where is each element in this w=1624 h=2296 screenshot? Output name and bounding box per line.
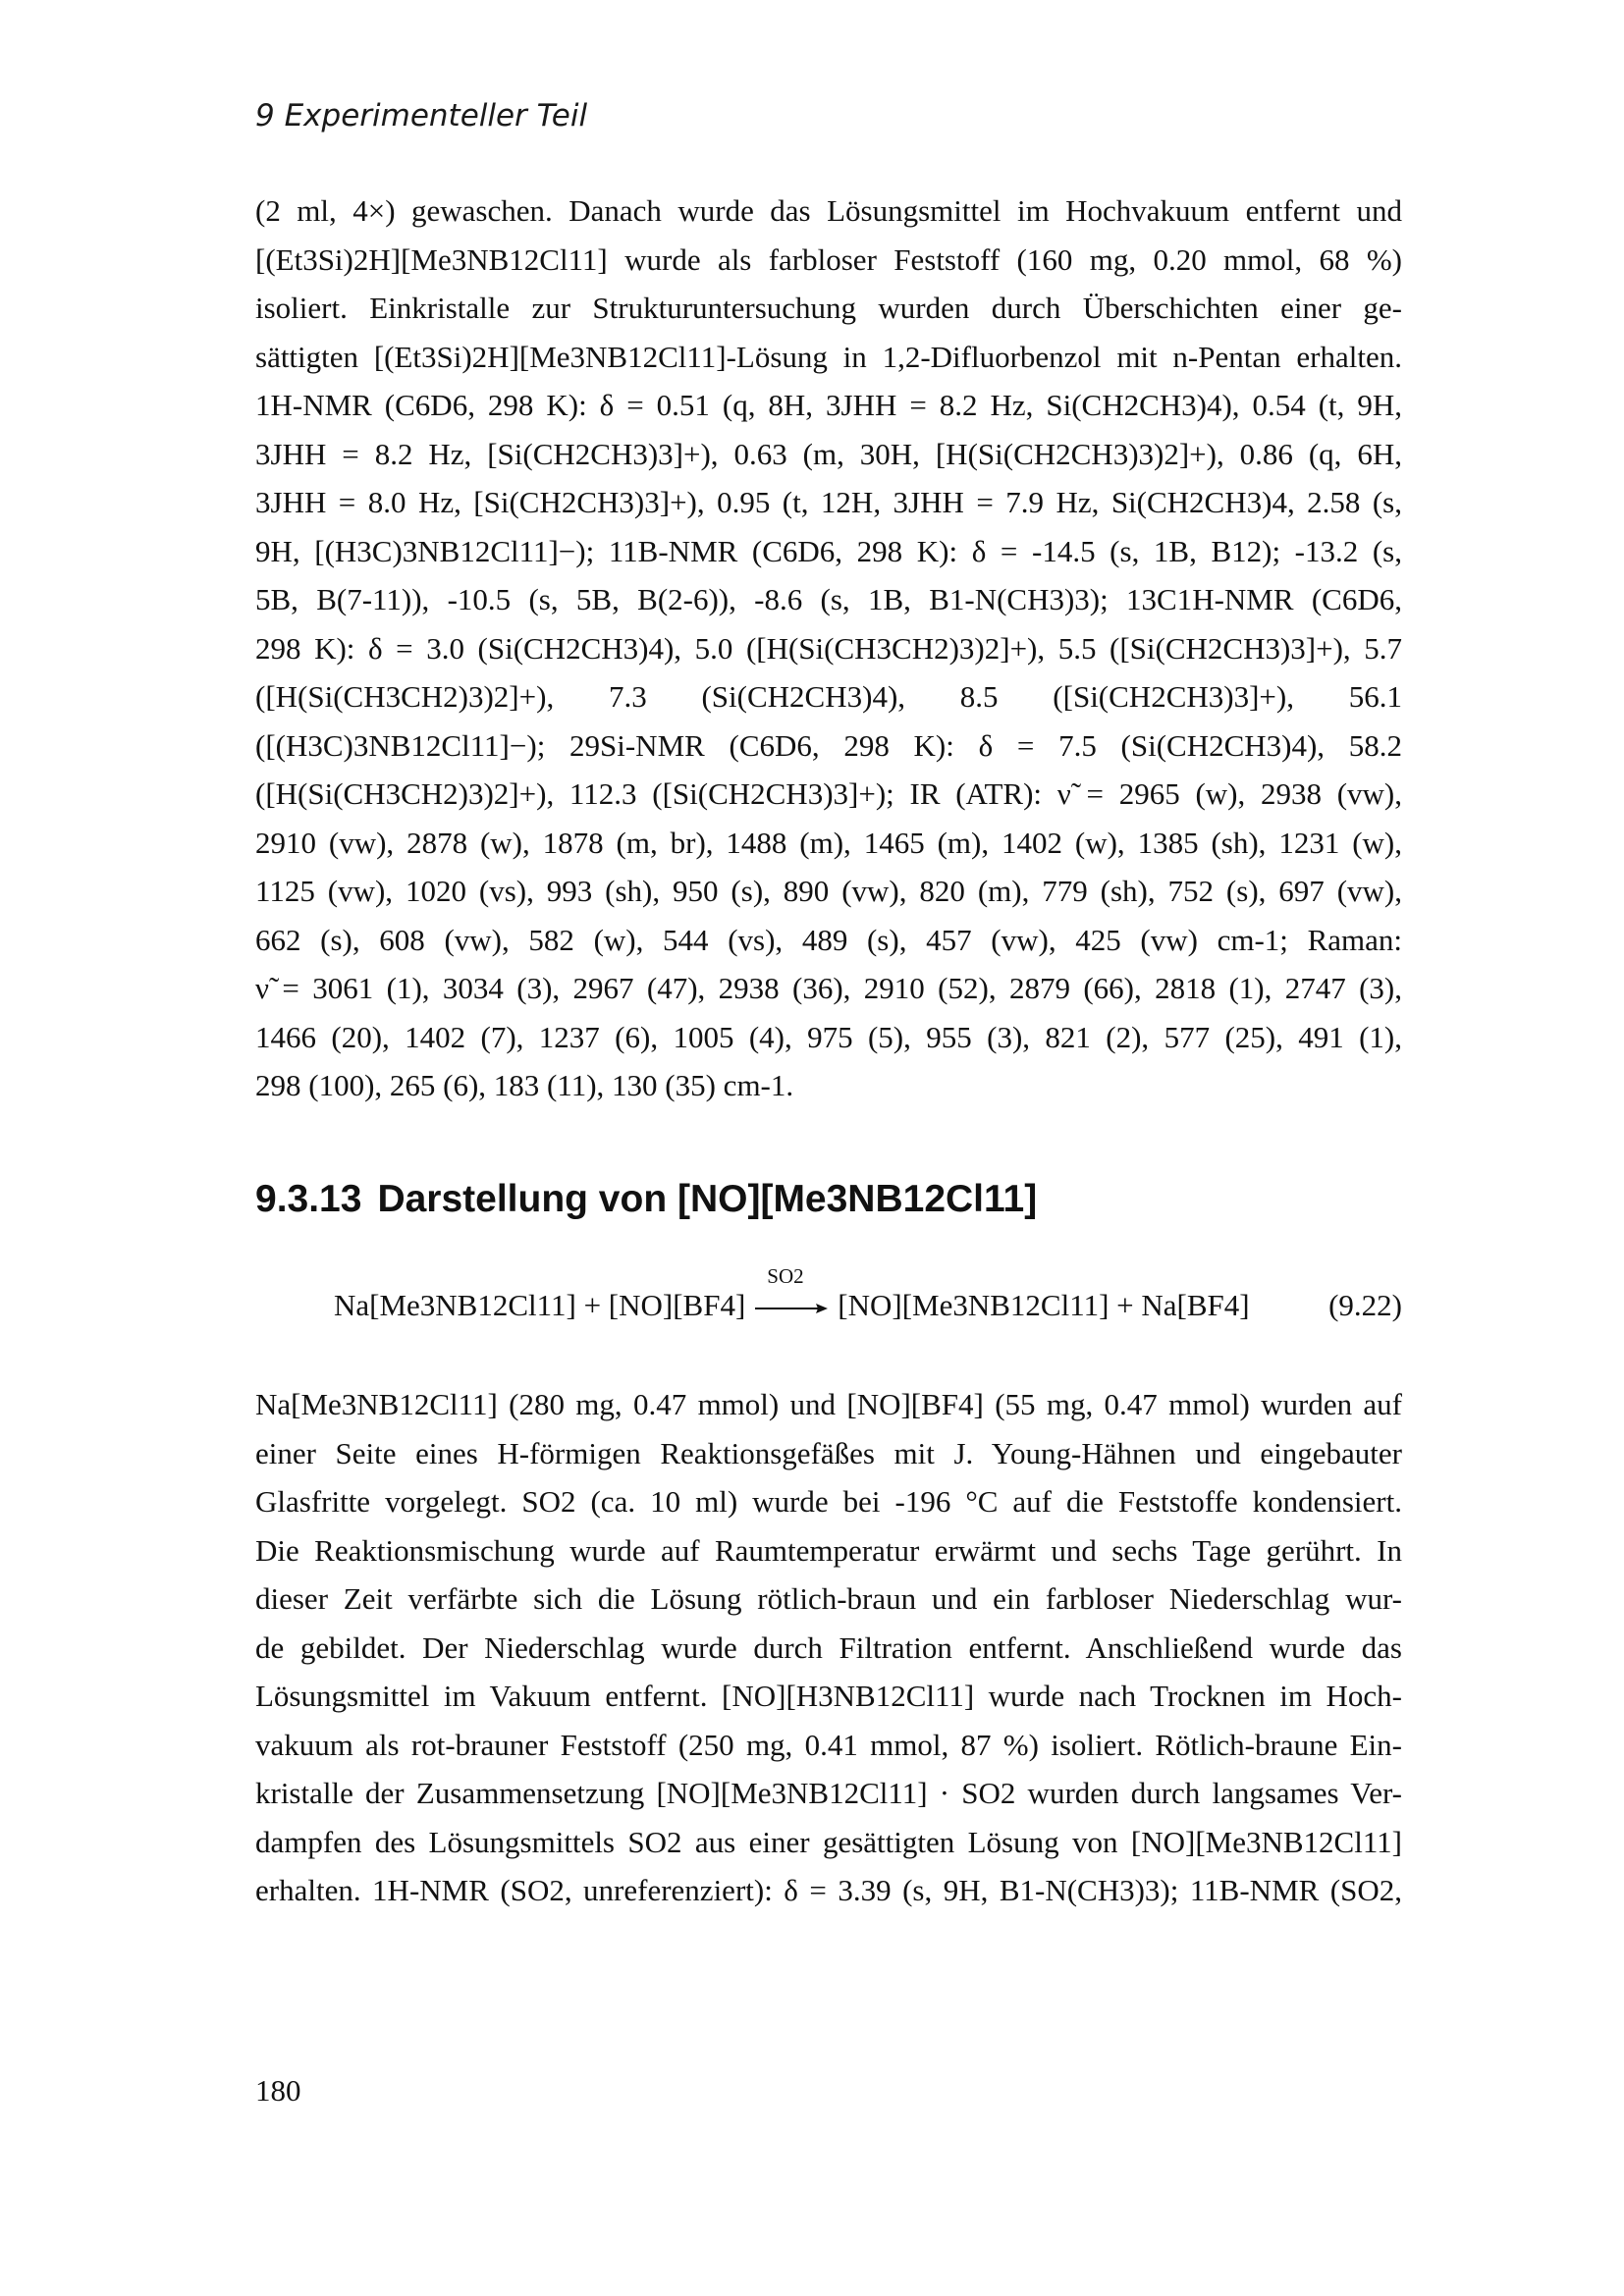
text-line: ([(H3C)3NB12Cl11]−); 29Si-NMR (C6D6, 298 K): δ = 7.5 (Si(CH2CH3)4), 58.2 [255, 727, 1402, 763]
text-line: (2 ml, 4×) gewaschen. Danach wurde das Lösungsmittel im Hochvakuum entfernt und [255, 193, 1402, 228]
text-line: [(Et3Si)2H][Me3NB12Cl11] wurde als farbloser Feststoff (160 mg, 0.20 mmol, 68 %) [255, 241, 1402, 277]
text-line: Na[Me3NB12Cl11] (280 mg, 0.47 mmol) und [NO][BF4] (55 mg, 0.47 mmol) wurden auf [255, 1387, 1402, 1421]
text-line: 9H, [(H3C)3NB12Cl11]−); 11B-NMR (C6D6, 298 K): δ = -14.5 (s, 1B, B12); -13.2 (s, [255, 533, 1402, 568]
text-line: Lösungsmittel im Vakuum entfernt. [NO][H3NB12Cl11] wurde nach Trocknen im Hoch- [255, 1679, 1402, 1713]
text-line: de gebildet. Der Niederschlag wurde durch Filtration entfernt. Anschließend wurde das [255, 1629, 1402, 1665]
text-line: Die Reaktionsmischung wurde auf Raumtemperatur erwärmt und sechs Tage gerührt. In [255, 1532, 1402, 1568]
text-line: 3JHH = 8.0 Hz, [Si(CH2CH3)3]+), 0.95 (t, 12H, 3JHH = 7.9 Hz, Si(CH2CH3)4, 2.58 (s, [255, 485, 1402, 519]
text-line: sättigten [(Et3Si)2H][Me3NB12Cl11]-Lösung in 1,2-Difluorbenzol mit n-Pentan erhalten. [255, 339, 1402, 374]
section-number: 9.3.13 [255, 1178, 362, 1220]
text-line: ([H(Si(CH3CH2)3)2]+), 7.3 (Si(CH2CH3)4), 8.5 ([Si(CH2CH3)3]+), 56.1 [255, 679, 1402, 714]
text-line: 1125 (vw), 1020 (vs), 993 (sh), 950 (s), 890 (vw), 820 (m), 779 (sh), 752 (s), 697 (vw), [255, 874, 1402, 908]
arrow-condition: SO2 [767, 1263, 804, 1288]
section-title: Darstellung von [NO][Me3NB12Cl11] [377, 1178, 1038, 1220]
text-line: dieser Zeit verfärbte sich die Lösung rötlich-braun und ein farbloser Niederschlag wur- [255, 1581, 1402, 1616]
text-line: 2910 (vw), 2878 (w), 1878 (m, br), 1488 (m), 1465 (m), 1402 (w), 1385 (sh), 1231 (w), [255, 825, 1402, 860]
text-line: einer Seite eines H-förmigen Reaktionsgefäßes mit J. Young-Hähnen und eingebauter [255, 1435, 1402, 1470]
text-line: isoliert. Einkristalle zur Strukturuntersuchung wurden durch Überschichten einer ge- [255, 291, 1402, 325]
text-line: 298 (100), 265 (6), 183 (11), 130 (35) cm-1. [255, 1068, 794, 1102]
text-line: 1466 (20), 1402 (7), 1237 (6), 1005 (4), 975 (5), 955 (3), 821 (2), 577 (25), 491 (1), [255, 1019, 1402, 1054]
equation-number: (9.22) [1328, 1288, 1402, 1322]
reaction-arrow-icon [753, 1263, 830, 1323]
paragraph-characterization [255, 187, 1402, 1110]
text-line: vakuum als rot-brauner Feststoff (250 mg, 0.41 mmol, 87 %) isoliert. Rötlich-braune Ein- [255, 1727, 1402, 1762]
equation-body [334, 1263, 1250, 1323]
text-line: kristalle der Zusammensetzung [NO][Me3NB12Cl11] · SO2 wurden durch langsames Ver- [255, 1776, 1402, 1810]
equation-reactants: Na[Me3NB12Cl11] + [NO][BF4] [334, 1288, 746, 1322]
text-line: dampfen des Lösungsmittels SO2 aus einer gesättigten Lösung von [NO][Me3NB12Cl11] [255, 1824, 1402, 1859]
paragraph-synthesis [255, 1380, 1402, 1915]
section-heading [255, 1178, 1037, 1221]
page-number: 180 [255, 2073, 301, 2108]
equation-products: [NO][Me3NB12Cl11] + Na[BF4] [838, 1288, 1250, 1322]
running-head: 9 Experimenteller Teil [255, 98, 588, 133]
reaction-equation [255, 1263, 1402, 1335]
text-line: 5B, B(7-11)), -10.5 (s, 5B, B(2-6)), -8.6 (s, 1B, B1-N(CH3)3); 13C1H-NMR (C6D6, [255, 582, 1402, 616]
text-line: 1H-NMR (C6D6, 298 K): δ = 0.51 (q, 8H, 3JHH = 8.2 Hz, Si(CH2CH3)4), 0.54 (t, 9H, [255, 388, 1402, 422]
text-line: 3JHH = 8.2 Hz, [Si(CH2CH3)3]+), 0.63 (m, 30H, [H(Si(CH2CH3)3)2]+), 0.86 (q, 6H, [255, 436, 1402, 471]
text-line: Glasfritte vorgelegt. SO2 (ca. 10 ml) wurde bei -196 °C auf die Feststoffe kondensiert. [255, 1484, 1402, 1519]
text-line: erhalten. 1H-NMR (SO2, unreferenziert): δ = 3.39 (s, 9H, B1-N(CH3)3); 11B-NMR (SO2, [255, 1873, 1402, 1907]
text-line: ν̃ = 3061 (1), 3034 (3), 2967 (47), 2938 (36), 2910 (52), 2879 (66), 2818 (1), 2747 (3), [255, 971, 1402, 1005]
text-line: 298 K): δ = 3.0 (Si(CH2CH3)4), 5.0 ([H(Si(CH3CH2)3)2]+), 5.5 ([Si(CH2CH3)3]+), 5.7 [255, 630, 1402, 666]
text-line: ([H(Si(CH3CH2)3)2]+), 112.3 ([Si(CH2CH3)3]+); IR (ATR): ν̃ = 2965 (w), 2938 (vw), [255, 776, 1402, 811]
text-line: 662 (s), 608 (vw), 582 (w), 544 (vs), 489 (s), 457 (vw), 425 (vw) cm-1; Raman: [255, 922, 1402, 957]
